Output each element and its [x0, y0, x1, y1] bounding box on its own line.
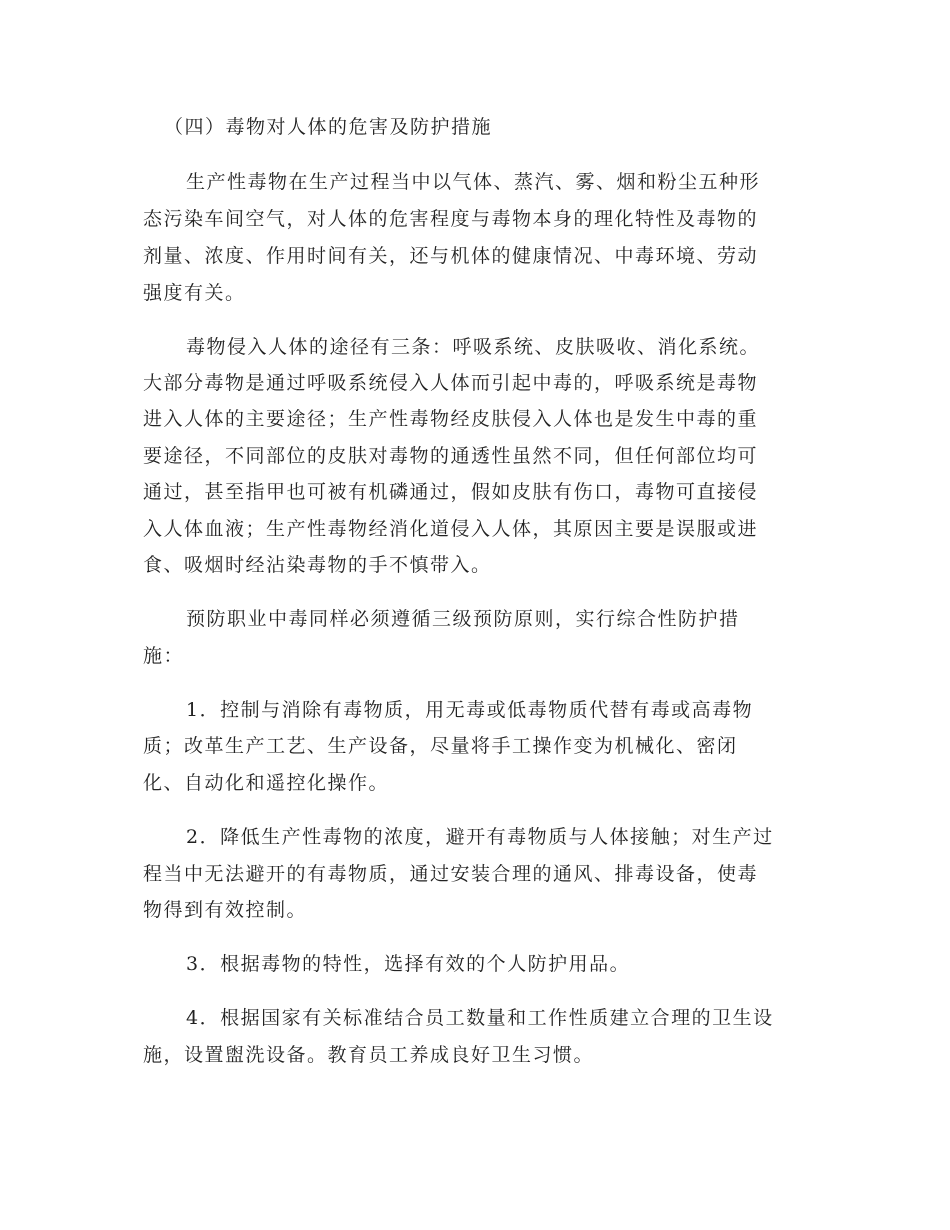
paragraph-line: 1．控制与消除有毒物质，用无毒或低毒物质代替有毒或高毒物 [186, 699, 754, 721]
paragraph-line: 2．降低生产性毒物的浓度，避开有毒物质与人体接触；对生产过 [186, 826, 774, 848]
paragraph-line: 大部分毒物是通过呼吸系统侵入人体而引起中毒的，呼吸系统是毒物 [143, 372, 759, 394]
paragraph-line: 通过，甚至指甲也可被有机磷通过，假如皮肤有伤口，毒物可直接侵 [143, 481, 759, 503]
paragraph-line: 预防职业中毒同样必须遵循三级预防原则，实行综合性防护措 [186, 608, 740, 630]
section-heading: （四）毒物对人体的危害及防护措施 [164, 116, 493, 138]
paragraph-line: 3．根据毒物的特性，选择有效的个人防护用品。 [186, 953, 631, 975]
paragraph-line: 4．根据国家有关标准结合员工数量和工作性质建立合理的卫生设 [186, 1007, 774, 1029]
paragraph-line: 程当中无法避开的有毒物质，通过安装合理的通风、排毒设备，使毒 [143, 863, 759, 885]
paragraph-line: 物得到有效控制。 [143, 899, 308, 921]
paragraph-line: 施，设置盥洗设备。教育员工养成良好卫生习惯。 [143, 1044, 595, 1066]
paragraph-line: 质；改革生产工艺、生产设备，尽量将手工操作变为机械化、密闭 [143, 735, 738, 757]
paragraph-line: 食、吸烟时经沾染毒物的手不慎带入。 [143, 554, 492, 576]
paragraph-line: 化、自动化和遥控化操作。 [143, 772, 390, 794]
paragraph-line: 剂量、浓度、作用时间有关，还与机体的健康情况、中毒环境、劳动 [143, 245, 759, 267]
paragraph-line: 要途径，不同部位的皮肤对毒物的通透性虽然不同，但任何部位均可 [143, 445, 759, 467]
paragraph-line: 强度有关。 [143, 282, 246, 304]
paragraph-line: 生产性毒物在生产过程当中以气体、蒸汽、雾、烟和粉尘五种形 [186, 171, 761, 193]
paragraph-line: 施： [143, 645, 185, 667]
paragraph-line: 进入人体的主要途径；生产性毒物经皮肤侵入人体也是发生中毒的重 [143, 408, 759, 430]
paragraph-line: 态污染车间空气，对人体的危害程度与毒物本身的理化特性及毒物的 [143, 208, 759, 230]
paragraph-line: 毒物侵入人体的途径有三条：呼吸系统、皮肤吸收、消化系统。 [186, 336, 761, 358]
paragraph-line: 入人体血液；生产性毒物经消化道侵入人体，其原因主要是误服或进 [143, 518, 759, 540]
